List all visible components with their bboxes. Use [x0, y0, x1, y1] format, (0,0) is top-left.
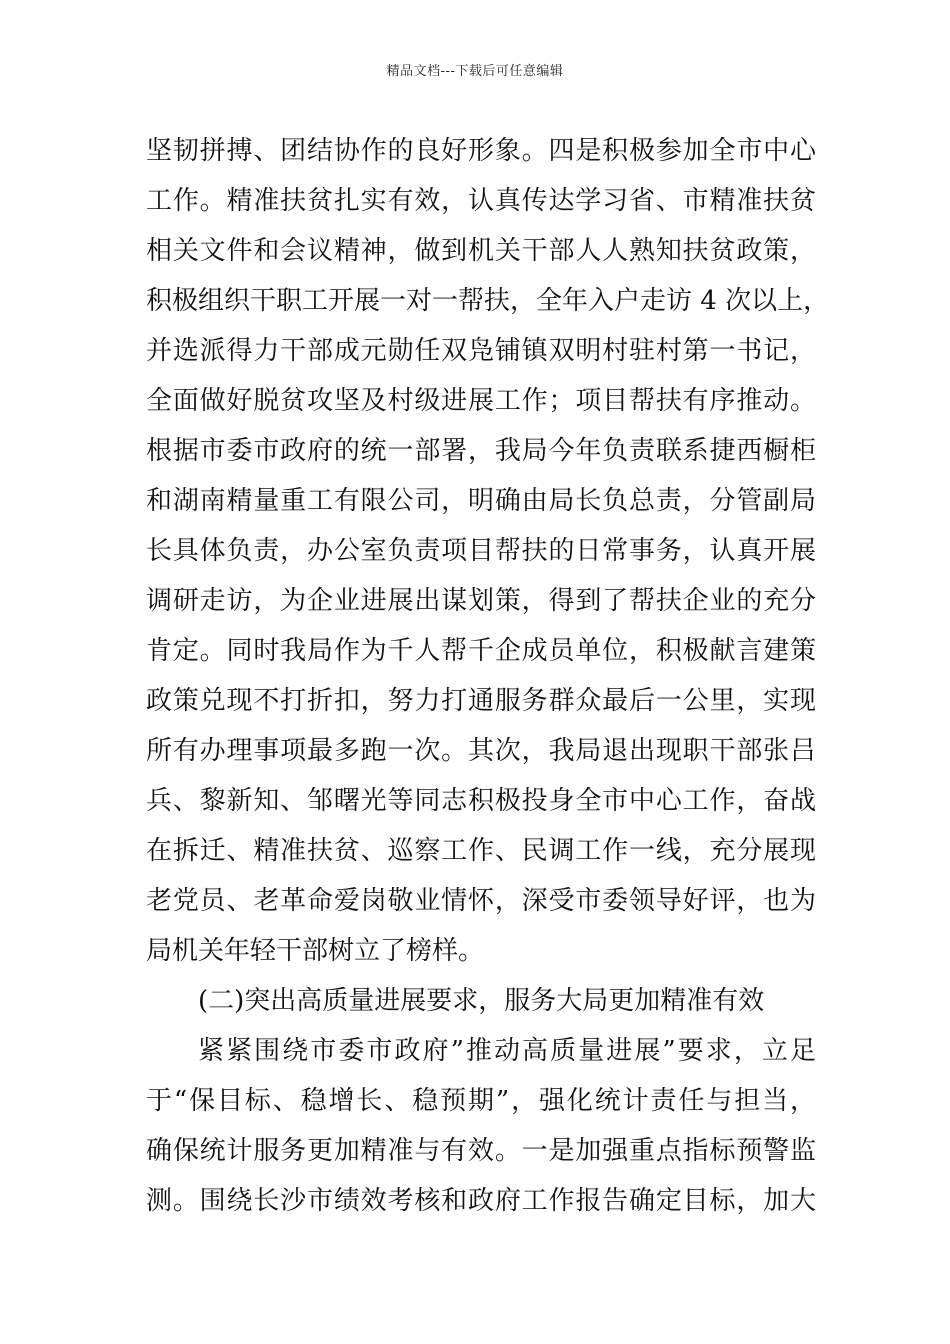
- text-line: 肯定。同时我局作为千人帮千企成员单位，积极献言建策: [146, 636, 816, 666]
- text-line: 政策兑现不打折扣，努力打通服务群众最后一公里，实现: [146, 686, 816, 716]
- text-line: 根据市委市政府的统一部署，我局今年负责联系捷西橱柜: [146, 436, 816, 466]
- text-line: 积极组织干职工开展一对一帮扶，全年入户走访 4 次以上，: [146, 286, 830, 316]
- text-line: 坚韧拼搏、团结协作的良好形象。四是积极参加全市中心: [146, 136, 816, 166]
- text-line: 工作。精准扶贫扎实有效，认真传达学习省、市精准扶贫: [146, 186, 816, 216]
- text-line: 测。围绕长沙市绩效考核和政府工作报告确定目标，加大: [146, 1186, 816, 1216]
- text-line: 相关文件和会议精神，做到机关干部人人熟知扶贫政策，: [146, 236, 816, 266]
- text-line: 全面做好脱贫攻坚及村级进展工作；项目帮扶有序推动。: [146, 386, 816, 416]
- text-line: 于“保目标、稳增长、稳预期”，强化统计责任与担当，: [146, 1086, 816, 1116]
- text-line: 长具体负责，办公室负责项目帮扶的日常事务，认真开展: [146, 536, 816, 566]
- section-heading: [146, 976, 816, 1026]
- text-line: 所有办理事项最多跑一次。其次，我局退出现职干部张吕: [146, 736, 816, 766]
- text-line: 紧紧围绕市委市政府”推动高质量进展”要求，立足: [198, 1036, 816, 1066]
- text-line: 调研走访，为企业进展出谋划策，得到了帮扶企业的充分: [146, 586, 816, 616]
- document-body: [146, 126, 830, 1226]
- paragraph: [146, 126, 830, 976]
- text-line: 和湖南精量重工有限公司，明确由局长负总责，分管副局: [146, 486, 816, 516]
- heading-line: (二)突出高质量进展要求，服务大局更加精准有效: [198, 986, 765, 1016]
- text-line: 并选派得力干部成元勋任双凫铺镇双明村驻村第一书记，: [146, 336, 816, 366]
- text-line: 兵、黎新知、邹曙光等同志积极投身全市中心工作，奋战: [146, 786, 816, 816]
- page-header: 精品文档---下载后可任意编辑: [386, 64, 564, 79]
- text-line: 确保统计服务更加精准与有效。一是加强重点指标预警监: [146, 1136, 816, 1166]
- text-line: 老党员、老革命爱岗敬业情怀，深受市委领导好评，也为: [146, 886, 816, 916]
- text-line: 局机关年轻干部树立了榜样。: [146, 936, 485, 966]
- paragraph: [146, 1026, 816, 1226]
- text-line: 在拆迁、精准扶贫、巡察工作、民调工作一线，充分展现: [146, 836, 816, 866]
